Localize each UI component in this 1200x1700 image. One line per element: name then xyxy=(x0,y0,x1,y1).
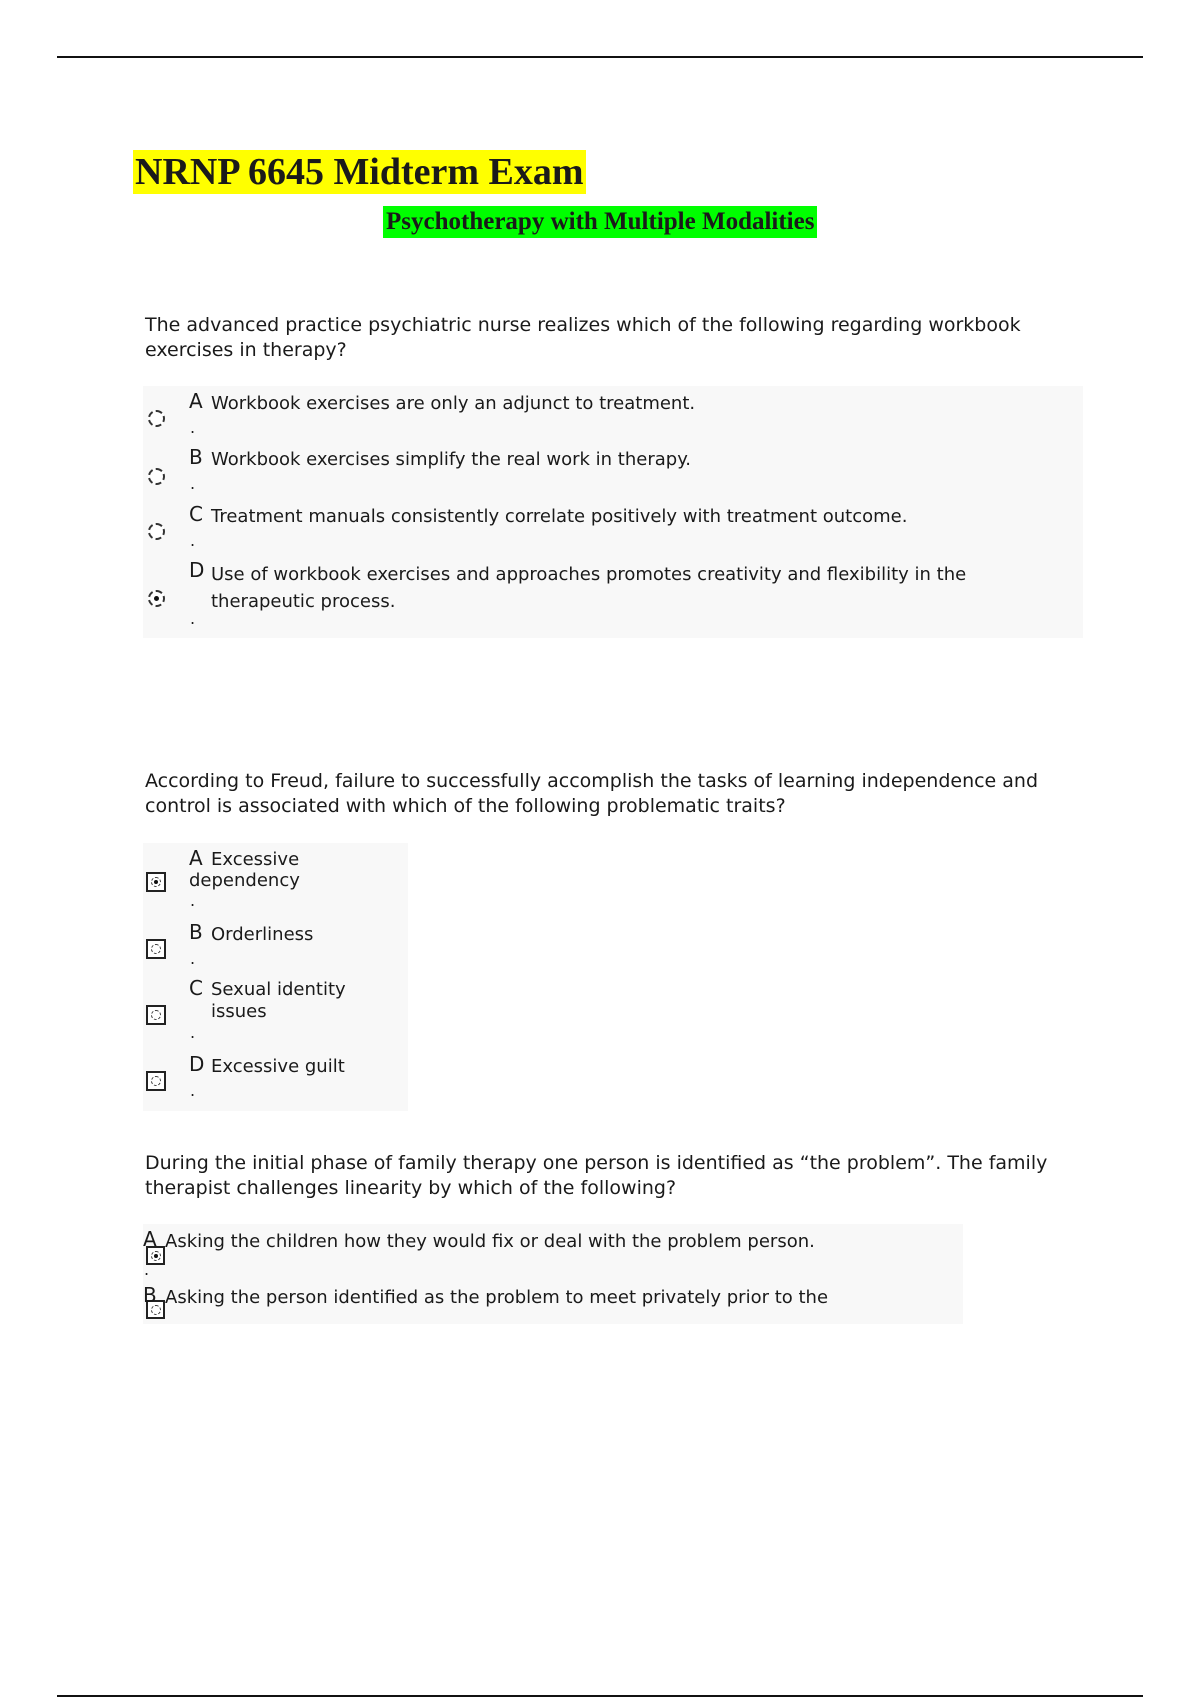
option-text: Excessive dependency xyxy=(189,849,300,891)
checkbox-radio-icon[interactable] xyxy=(146,939,166,959)
radio-dot-icon xyxy=(151,1251,161,1261)
option-text: Asking the children how they would fix or deal with the problem person. xyxy=(165,1231,815,1252)
checkbox-radio-icon[interactable] xyxy=(146,1005,166,1025)
option-letter: A xyxy=(143,1227,157,1251)
option-text: Workbook exercises simplify the real work in therapy. xyxy=(211,449,692,470)
option-separator: . xyxy=(190,418,196,437)
option-1b[interactable] xyxy=(143,446,1083,500)
page-title: NRNP 6645 Midterm Exam xyxy=(135,151,584,193)
option-1c[interactable] xyxy=(143,503,1083,557)
option-text: Asking the person identified as the problem to meet privately prior to the xyxy=(165,1287,829,1308)
question-3-options xyxy=(143,1224,963,1324)
radio-dot-icon xyxy=(151,877,161,887)
option-2c[interactable] xyxy=(143,977,408,1047)
option-2b[interactable] xyxy=(143,921,408,975)
bottom-rule xyxy=(57,1695,1143,1697)
option-1a[interactable] xyxy=(143,390,1083,444)
option-separator: . xyxy=(190,949,196,968)
option-letter: B xyxy=(143,1283,157,1307)
option-text: Sexual identity issues xyxy=(211,979,346,1022)
checkbox-radio-icon[interactable] xyxy=(146,1071,166,1091)
option-letter: B xyxy=(189,920,203,944)
option-letter: C xyxy=(189,976,203,1000)
option-letter: D xyxy=(189,1052,205,1076)
option-text: Treatment manuals consistently correlate positively with treatment outcome. xyxy=(211,506,908,527)
option-3b[interactable] xyxy=(143,1284,963,1320)
radio-dot-icon xyxy=(151,1010,161,1020)
radio-button-icon[interactable] xyxy=(148,468,165,485)
option-separator: . xyxy=(144,1260,150,1279)
radio-button-icon[interactable] xyxy=(148,410,165,427)
option-separator: . xyxy=(190,474,196,493)
option-separator: . xyxy=(190,1023,196,1042)
page-subtitle: Psychotherapy with Multiple Modalities xyxy=(383,206,817,238)
top-rule xyxy=(57,56,1143,58)
radio-button-selected-icon[interactable] xyxy=(148,590,165,607)
option-text: Excessive guilt xyxy=(211,1056,345,1077)
question-2-prompt: According to Freud, failure to successfully accomplish the tasks of learning independence and control is associated with which of the following problematic traits? xyxy=(145,770,1039,817)
option-separator: . xyxy=(190,1081,196,1100)
option-letter: A xyxy=(189,846,203,870)
option-letter: D xyxy=(189,558,205,582)
option-text: Use of workbook exercises and approaches promotes creativity and flexibility in the therapeutic process. xyxy=(211,564,967,612)
option-2d[interactable] xyxy=(143,1053,408,1107)
option-3a[interactable] xyxy=(143,1228,963,1282)
option-separator: . xyxy=(190,609,196,628)
radio-dot-icon xyxy=(151,944,161,954)
radio-button-icon[interactable] xyxy=(148,523,165,540)
question-3-prompt: During the initial phase of family therapy one person is identified as “the problem”. The family therapist challenges linearity by which of the following? xyxy=(145,1152,1048,1199)
question-2-options xyxy=(143,843,408,1111)
question-1-prompt: The advanced practice psychiatric nurse realizes which of the following regarding workbook exercises in therapy? xyxy=(145,314,1021,361)
option-separator: . xyxy=(190,531,196,550)
checkbox-radio-selected-icon[interactable] xyxy=(146,872,166,892)
option-letter: C xyxy=(189,502,203,526)
option-letter: B xyxy=(189,445,203,469)
option-2a[interactable] xyxy=(143,847,408,913)
radio-dot-icon xyxy=(151,1076,161,1086)
option-text: Orderliness xyxy=(211,924,314,945)
option-text: Workbook exercises are only an adjunct to treatment. xyxy=(211,393,696,414)
question-1-options xyxy=(143,386,1083,638)
option-1d[interactable] xyxy=(143,559,1083,635)
option-letter: A xyxy=(189,389,203,413)
option-separator: . xyxy=(190,891,196,910)
